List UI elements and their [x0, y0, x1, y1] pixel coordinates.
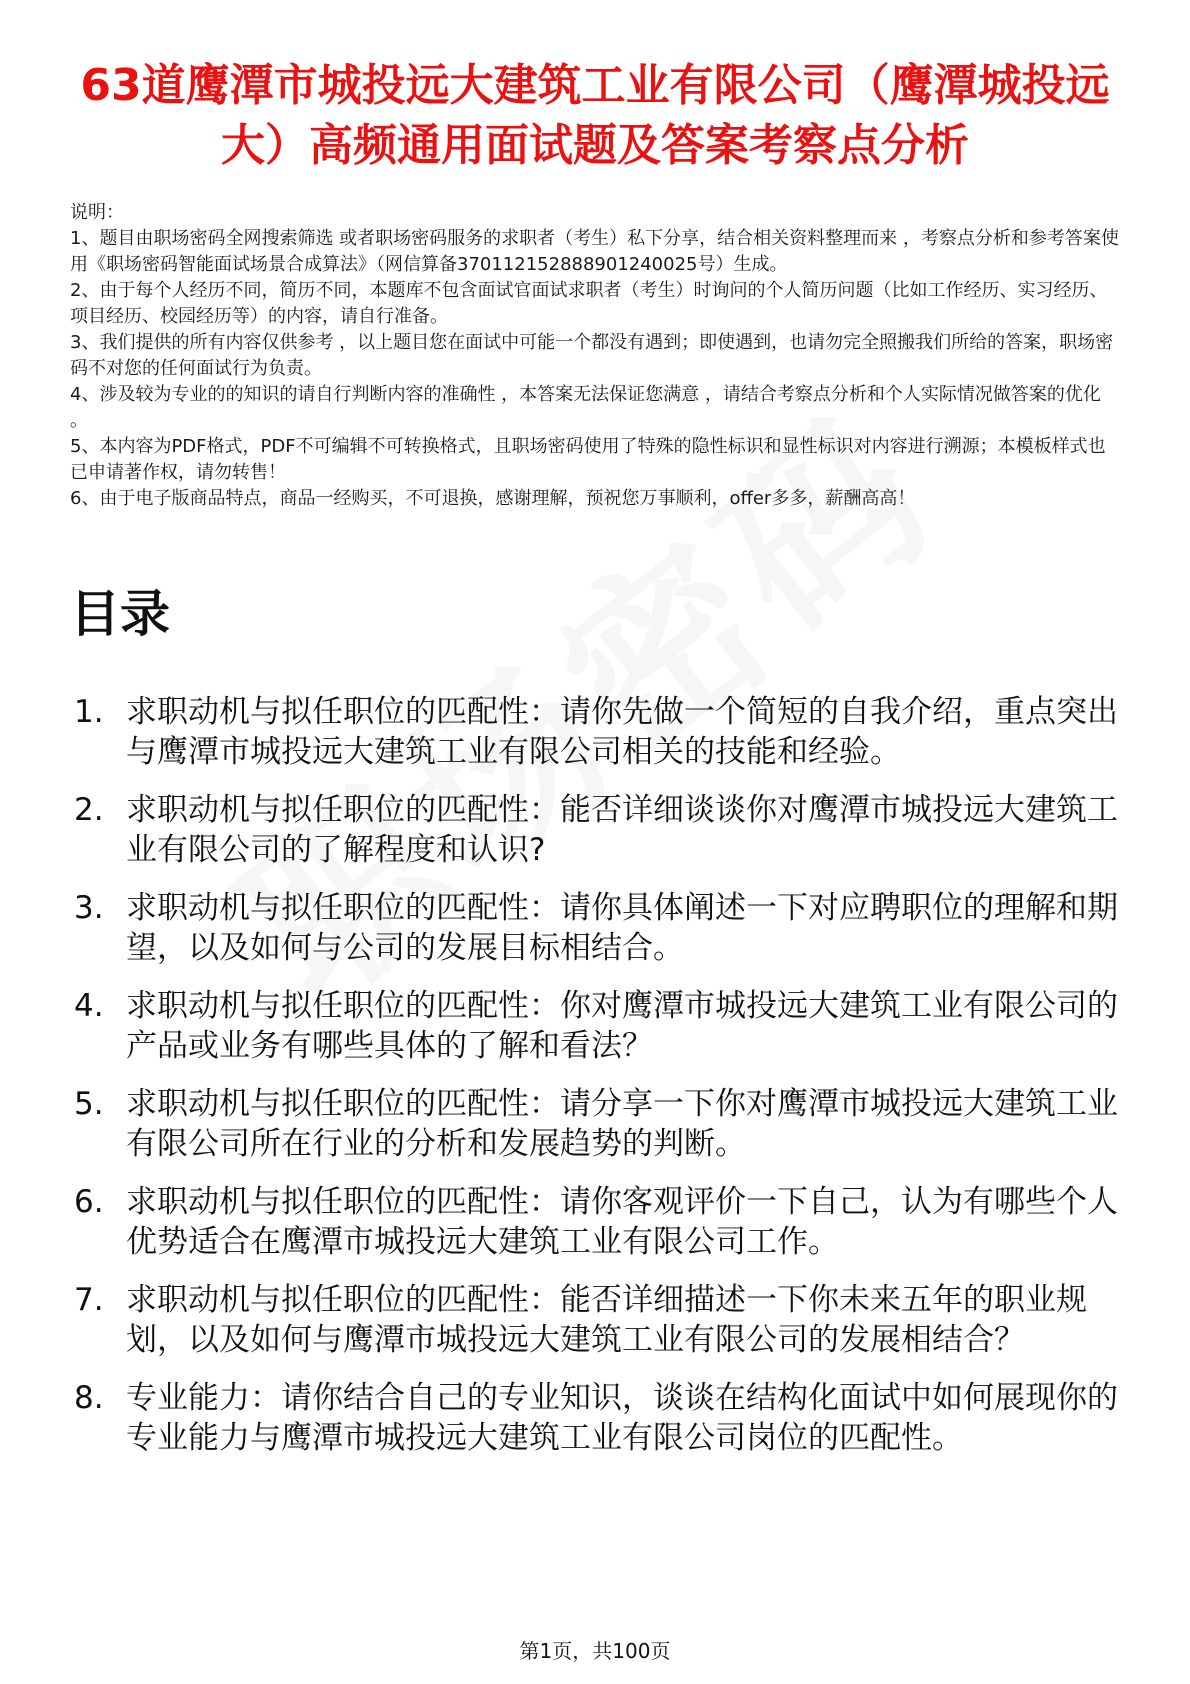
toc-item-text: 求职动机与拟任职位的匹配性：请分享一下你对鹰潭市城投远大建筑工业有限公司所在行业的分析和发展趋势的判断。	[126, 1086, 1118, 1162]
toc-item[interactable]	[70, 986, 1120, 1066]
toc-item-number: 1.	[74, 694, 104, 730]
notes-item: 4、涉及较为专业的的知识的请自行判断内容的准确性 ，本答案无法保证您满意 ，请结合考察点分析和个人实际情况做答案的优化 。	[70, 384, 1101, 431]
toc-item[interactable]	[70, 1182, 1120, 1262]
toc-item-number: 2.	[74, 792, 104, 828]
toc-item-text: 求职动机与拟任职位的匹配性：请你客观评价一下自己，认为有哪些个人优势适合在鹰潭市城投远大建筑工业有限公司工作。	[126, 1184, 1118, 1260]
toc-item-text: 求职动机与拟任职位的匹配性：请你具体阐述一下对应聘职位的理解和期望，以及如何与公司的发展目标相结合。	[126, 890, 1118, 966]
toc-item-number: 4.	[74, 988, 104, 1024]
toc-item[interactable]	[70, 1280, 1120, 1360]
notes-section	[70, 200, 1120, 512]
toc-item[interactable]	[70, 1378, 1120, 1458]
toc-item-text: 专业能力：请你结合自己的专业知识，谈谈在结构化面试中如何展现你的专业能力与鹰潭市城投远大建筑工业有限公司岗位的匹配性。	[126, 1380, 1118, 1456]
page-number-footer: 第1页，共100页	[519, 1639, 671, 1663]
table-of-contents	[70, 692, 1120, 1476]
toc-item-number: 3.	[74, 890, 104, 926]
notes-item: 5、本内容为PDF格式，PDF不可编辑不可转换格式，且职场密码使用了特殊的隐性标识和显性标识对内容进行溯源；本模板样式也已申请著作权，请勿转售！	[70, 436, 1106, 483]
toc-item-number: 7.	[74, 1282, 104, 1318]
notes-item: 3、我们提供的所有内容仅供参考 ，以上题目您在面试中可能一个都没有遇到；即使遇到，也请勿完全照搬我们所给的答案，职场密码不对您的任何面试行为负责。	[70, 332, 1114, 379]
toc-heading: 目录	[70, 585, 170, 643]
toc-item[interactable]	[70, 790, 1120, 870]
toc-item[interactable]	[70, 888, 1120, 968]
notes-heading: 说明：	[70, 202, 124, 223]
notes-item: 1、题目由职场密码全网搜索筛选 或者职场密码服务的求职者（考生）私下分享，结合相关资料整理而来 ，考察点分析和参考答案使用《职场密码智能面试场景合成算法》（网信算备370112152888901240025号）生成。	[70, 228, 1119, 275]
toc-item-text: 求职动机与拟任职位的匹配性：能否详细谈谈你对鹰潭市城投远大建筑工业有限公司的了解程度和认识?	[126, 792, 1118, 868]
toc-item-number: 6.	[74, 1184, 104, 1220]
toc-item[interactable]	[70, 1084, 1120, 1164]
toc-item-text: 求职动机与拟任职位的匹配性：能否详细描述一下你未来五年的职业规划，以及如何与鹰潭市城投远大建筑工业有限公司的发展相结合？	[126, 1282, 1087, 1358]
toc-item[interactable]	[70, 692, 1120, 772]
notes-item: 2、由于每个人经历不同，简历不同，本题库不包含面试官面试求职者（考生）时询问的个人简历问题（比如工作经历、实习经历、项目经历、校园经历等）的内容，请自行准备。	[70, 280, 1108, 327]
page-title: 63道鹰潭市城投远大建筑工业有限公司（鹰潭城投远大）高频通用面试题及答案考察点分析	[80, 60, 1110, 171]
toc-item-text: 求职动机与拟任职位的匹配性：你对鹰潭市城投远大建筑工业有限公司的产品或业务有哪些具体的了解和看法？	[126, 988, 1118, 1064]
toc-item-number: 8.	[74, 1380, 104, 1416]
notes-item: 6、由于电子版商品特点，商品一经购买，不可退换，感谢理解，预祝您万事顺利，offer多多，薪酬高高！	[70, 488, 916, 509]
toc-item-number: 5.	[74, 1086, 104, 1122]
toc-item-text: 求职动机与拟任职位的匹配性：请你先做一个简短的自我介绍，重点突出与鹰潭市城投远大建筑工业有限公司相关的技能和经验。	[126, 694, 1118, 770]
